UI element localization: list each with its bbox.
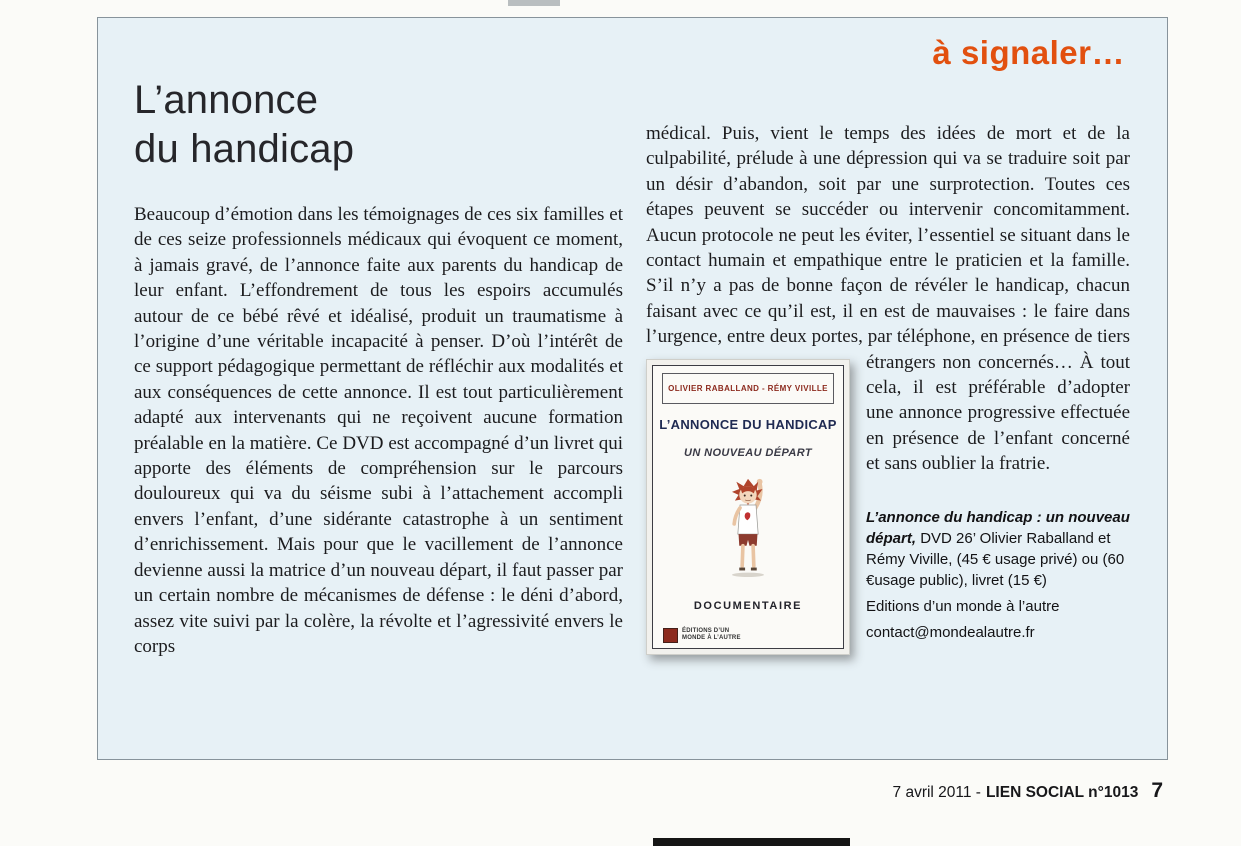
page-footer [893,779,1163,803]
article-column-left [134,202,623,659]
article-title-line2: du handicap [134,127,355,171]
dvd-caption-contact: contact@mondealautre.fr [866,623,1035,641]
dvd-cover [646,359,850,655]
dvd-cover-title: L’ANNONCE DU HANDICAP [659,417,837,433]
article-title-line1: L’annonce [134,78,319,122]
dvd-cover-case [652,365,844,649]
dvd-cover-subtitle: UN NOUVEAU DÉPART [683,447,812,460]
dvd-caption-publisher: Editions d’un monde à l’autre [866,597,1060,615]
publisher-logo-icon [663,628,678,643]
dvd-caption-details: DVD 26’ Olivier Raballand et Rémy Viville, (45 € usage privé) ou (60 €usage public), livret (15 €) [866,529,1125,589]
scan-artifact-top [508,0,560,6]
footer-date: 7 avril 2011 - [892,784,981,801]
article-column-right [646,121,1130,659]
article-title [134,76,354,174]
footer-magazine: LIEN SOCIAL n°1013 [985,784,1139,801]
dvd-caption-title: L’annonce du handicap : un nouveau départ, [866,508,1130,547]
section-label: à signaler… [932,34,1125,71]
article-text-after-image: cela, il est préférable d’adopter une annonce progressive effectuée en présence de l’enfant concerné et sans oublier la fratrie. [866,377,1130,475]
footer-page-number: 7 [1151,779,1163,802]
dvd-cover-genre: DOCUMENTAIRE [693,600,803,613]
dvd-illustration-girl [701,473,795,589]
article-paragraph-left: Beaucoup d’émotion dans les témoignages de ces six familles et de ces seize professionnels médicaux qui évoquent ce moment, à jamais gravé, de l’annonce faite aux parents du handicap de leur enfant. L’effondrement de tous les espoirs accumulés autour de ce bébé rêvé et idéalisé, produit un traumatisme à l’origine d’une véritable incapacité à penser. D’où l’intérêt de ce support pédagogique permettant de réfléchir aux modalités et aux conséquences de cette annonce. Il est tout particulièrement adapté aux intervenants qui ne reçoivent aucune formation préalable en la matière. Ce DVD est accompagné d’un livret qui apporte des éléments de compréhension sur le parcours douloureux qui va du séisme subi à l’attachement accompli envers l’enfant, d’une sidérante catastrophe à un sentiment d’enrichissement. Mais pour que le vacillement de l’annonce devienne aussi la matrice d’un nouveau départ, il faut passer par un certain nombre de mécanismes de défense : le déni d’abord, assez vite suivi par la colère, la révolte et l’agressivité envers le corps [134,204,623,657]
article-text-before-image: médical. Puis, vient le temps des idées de mort et de la culpabilité, prélude à une dépression qui va se traduire soit par un désir d’abandon, soit par une surprotection. Toutes ces étapes peuvent se succéder ou intervenir concomitamment. Aucun protocole ne peut les éviter, l’essentiel se situant dans le contact humain et empathique entre le praticien et la famille. S’il n’y a pas de bonne façon de révéler le handicap, chacun faisant avec ce qu’il est, il en est de mauvaises : le faire dans l’urgence, entre deux portes, par téléphone, en présence de tiers étrangers non concernés… À tout [646,123,1130,373]
dvd-cover-publisher: ÉDITIONS D’UN MONDE À L’AUTRE [682,628,741,642]
dvd-cover-authors: OLIVIER RABALLAND - RÉMY VIVILLE [662,373,834,404]
scan-artifact-bottom [653,838,850,846]
article-panel [97,17,1168,760]
dvd-cover-publisher-row [663,628,754,643]
